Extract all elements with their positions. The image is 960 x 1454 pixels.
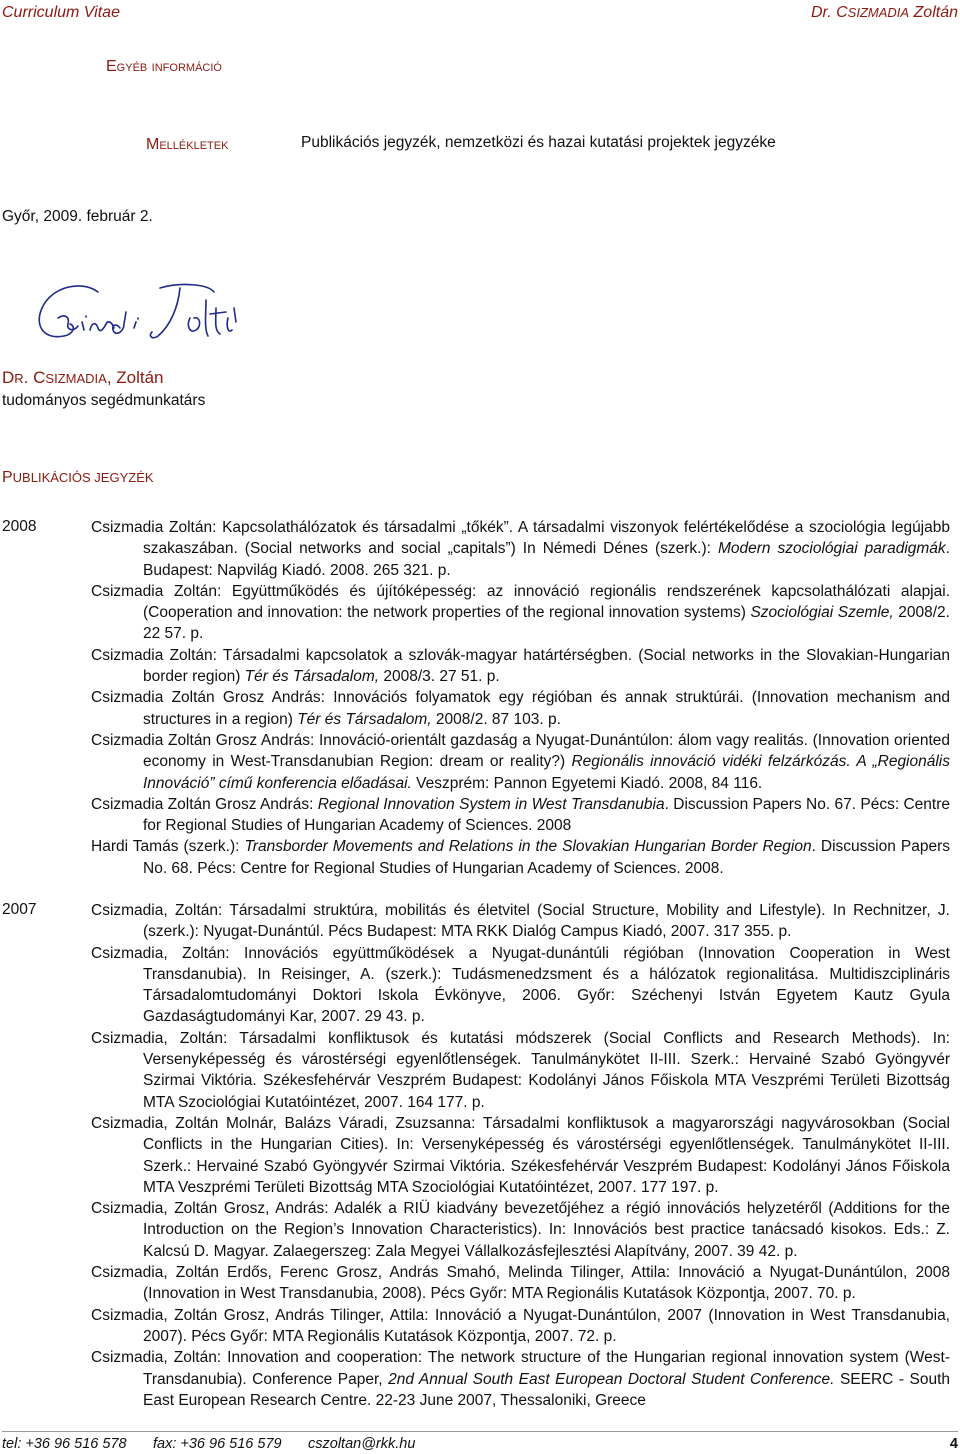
publication-text: Csizmadia Zoltán: Együttműködés és újítóképesség: az innováció regionális rendszerének kapcsolathálózati alapjai. (Cooperation and innovation: the network properties of the regional innovation systems) — [91, 582, 950, 622]
publication-entry — [91, 1347, 950, 1411]
publication-entry — [91, 943, 950, 1028]
publication-entry — [91, 645, 950, 688]
publication-entry — [91, 1198, 950, 1262]
publication-entry — [91, 581, 950, 645]
year-label: 2008 — [2, 518, 37, 535]
author-name — [2, 368, 164, 388]
publication-title-italic: Tér és Társadalom, — [297, 710, 432, 728]
publication-entry — [91, 900, 950, 943]
page-number: 4 — [949, 1436, 958, 1452]
footer-phone: tel: +36 96 516 578 — [2, 1436, 127, 1452]
publication-title-italic: 2nd Annual South East European Doctoral Student Conference. — [388, 1370, 835, 1388]
publication-text: . Discussion Papers No. 68. Pécs: Centre for Regional Studies of Hungarian Academy of Sciences. 2008. — [143, 838, 950, 877]
publication-entry — [91, 1113, 950, 1198]
attachments-heading: Mellékletek — [146, 136, 229, 153]
publication-entry — [91, 687, 950, 730]
footer-email: cszoltan@rkk.hu — [308, 1436, 416, 1452]
author-name-smallcaps: R — [14, 371, 24, 386]
publication-title-italic: Tér és Társadalom, — [244, 668, 380, 686]
publication-text: Csizmadia, Zoltán: Innovation and cooperation: The network structure of the Hungarian regional innovation system (West-Transdanubia). Conference Paper, — [91, 1349, 950, 1388]
publication-text: Veszprém: Pannon Egyetemi Kiadó. 2008, 84 116. — [411, 774, 763, 792]
running-header-left: Curriculum Vitae — [2, 4, 120, 21]
publication-text: Csizmadia Zoltán: Kapcsolathálózatok és társadalmi „tőkék”. A társadalmi viszonyok felértékelődése a szociológia legújabb szakaszában. (Social networks and social „capitals”) In Némedi Dénes (szerk.): — [91, 519, 950, 558]
publication-text: 2008/2. 22 57. p. — [143, 604, 950, 643]
author-name-part: . C — [23, 368, 46, 387]
publication-entry — [91, 836, 950, 879]
publication-title-italic: Szociológiai Szemle, — [750, 604, 894, 622]
publication-text: Csizmadia, Zoltán Grosz, András: Adalék a RIÜ kiadvány bevezetőjéhez a régió innovációs helyzetéről (Additions for the Introduction on the Region’s Innovation Characteristics). In: Innovációs best practice tanácsadó kisokos. Eds.: Z. Kalcsú D. Magyar. Zalaegerszeg: Zala Megyei Vállalkozásfejlesztési Alapítvány, 2007. 39 42. p. — [91, 1200, 950, 1260]
publication-text: Csizmadia Zoltán Grosz András: Innovációs folyamatok egy régióban és annak struktúrái. (Innovation mechanism and structures in a region) — [91, 689, 950, 728]
publication-title-italic: Transborder Movements and Relations in the Slovakian Hungarian Border Region — [244, 838, 812, 856]
author-position: tudományos segédmunkatárs — [2, 392, 206, 409]
publication-text: Hardi Tamás (szerk.): — [91, 838, 245, 856]
publication-text: Csizmadia Zoltán Grosz András: — [91, 795, 318, 813]
publication-text: Csizmadia, Zoltán: Innovációs együttműködések a Nyugat-dunántúli régióban (Innovation Cooperation in West Transdanubia). In Reisinger, A. (szerk.): Tudásmenedzsment és a hálózatok regionalitása. Multidiszciplináris Társadalomtudományi Doktori Iskola Évkönyve, 2006. Győr: Széchenyi István Egyetem Kautz Gyula Gazdaságtudományi Kar, 2007. 29 43. p. — [91, 944, 950, 1026]
author-name-smallcaps: SIZMADIA — [45, 371, 107, 386]
header-name-smallcaps: SIZMADIA — [847, 5, 910, 20]
publication-text: Csizmadia, Zoltán: Társadalmi struktúra, mobilitás és életvitel (Social Structure, Mobility and Lifestyle). In Rechnitzer, J. (szerk.): Nyugat-Dunántúl. Pécs Budapest: MTA RKK Dialóg Campus Kiadó, 2007. 317 355. p. — [91, 902, 950, 941]
place-and-date: Győr, 2009. február 2. — [2, 208, 153, 225]
page-footer — [2, 1431, 958, 1452]
publication-text: SEERC - South East European Research Centre. 22-23 June 2007, Thessaloniki, Greece — [143, 1370, 951, 1409]
publication-entry — [91, 730, 950, 794]
other-info-heading: Egyéb információ — [106, 58, 222, 75]
publication-entry — [91, 517, 950, 581]
publication-text: Csizmadia, Zoltán Grosz, András Tilinger, Attila: Innováció a Nyugat-Dunántúlon, 2007 (Innovation in West Transdanubia, 2007). Pécs Győr: MTA Regionális Kutatások Központja, 2007. 72. p. — [91, 1306, 950, 1345]
publication-entry — [91, 1262, 950, 1305]
publication-text: Csizmadia, Zoltán Molnár, Balázs Váradi, Zsuzsanna: Társadalmi konfliktusok a magyarországi nagyvárosokban (Social Conflicts in the Hungarian Cities). In: Versenyképesség és várostérségi egyenlőtlenségek. Tanulmánykötet II-III. Szerk.: Hervainé Szabó Gyöngyvér Szirmai Viktória. Székesfehérvár Veszprém Budapest: Kodolányi János Főiskola MTA Veszprémi Területi Bizottság MTA Szociológiai Kutatóintézet, 2007. 177 197. p. — [91, 1114, 950, 1196]
publications-heading — [2, 469, 154, 487]
publication-title-italic: Regional Innovation System in West Transdanubia — [317, 795, 665, 813]
publication-title-italic: Regionális innováció vidéki felzárkózás. A „Regionális Innováció” című konferencia előadásai. — [143, 753, 950, 792]
author-name-part: D — [2, 368, 15, 387]
publication-text: . Discussion Papers No. 67. Pécs: Centre for Regional Studies of Hungarian Academy of Sciences. 2008 — [143, 795, 950, 835]
attachments-description: Publikációs jegyzék, nemzetközi és hazai kutatási projektek jegyzéke — [301, 134, 776, 151]
publications-heading-initial: P — [2, 469, 13, 486]
publication-title-italic: Modern szociológiai paradigmák — [717, 540, 946, 558]
author-name-part: , Zoltán — [106, 368, 164, 387]
footer-fax: fax: +36 96 516 579 — [153, 1436, 282, 1452]
publication-entry — [91, 1305, 950, 1348]
publication-entry — [91, 1028, 950, 1113]
publication-list — [91, 900, 950, 1411]
signature-image — [30, 278, 245, 368]
publication-entry — [91, 794, 950, 837]
running-header-right — [811, 4, 958, 22]
publication-text: Csizmadia Zoltán Grosz András: Innováció-orientált gazdaság a Nyugat-Dunántúlon: álom vagy realitás. (Innovation oriented economy in West-Transdanubian Region: dream or reality?) — [91, 731, 950, 771]
publication-text: Csizmadia Zoltán: Társadalmi kapcsolatok a szlovák-magyar határtérségben. (Social networks in the Slovakian-Hungarian border region) — [91, 646, 950, 686]
publication-text: 2008/2. 87 103. p. — [431, 710, 561, 728]
publication-text: . Budapest: Napvilág Kiadó. 2008. 265 321. p. — [143, 540, 950, 579]
header-name-prefix: Dr. C — [810, 4, 848, 21]
year-label: 2007 — [2, 901, 37, 918]
header-name-suffix: Zoltán — [909, 4, 958, 21]
publication-list — [91, 517, 950, 879]
publication-text: 2008/3. 27 51. p. — [379, 668, 500, 686]
publication-text: Csizmadia, Zoltán Erdős, Ferenc Grosz, András Smahó, Melinda Tilinger, Attila: Innováció a Nyugat-Dunántúlon, 2008 (Innovation in West Transdanubia, 2008). Pécs Győr: MTA Regionális Kutatások Központja, 2007. 70. p. — [91, 1264, 950, 1303]
publications-heading-smallcaps: UBLIKÁCIÓS JEGYZÉK — [12, 470, 154, 485]
publication-text: Csizmadia, Zoltán: Társadalmi konfliktusok és kutatási módszerek (Social Conflicts and Research Methods). In: Versenyképesség és várostérségi egyenlőtlenségek. Tanulmánykötet II-III. Szerk.: Hervainé Szabó Gyöngyvér Szirmai Viktória. Székesfehérvár Veszprém Budapest: Kodolányi János Főiskola MTA Veszprémi Területi Bizottság MTA Szociológiai Kutatóintézet, 2007. 164 177. p. — [91, 1029, 950, 1111]
